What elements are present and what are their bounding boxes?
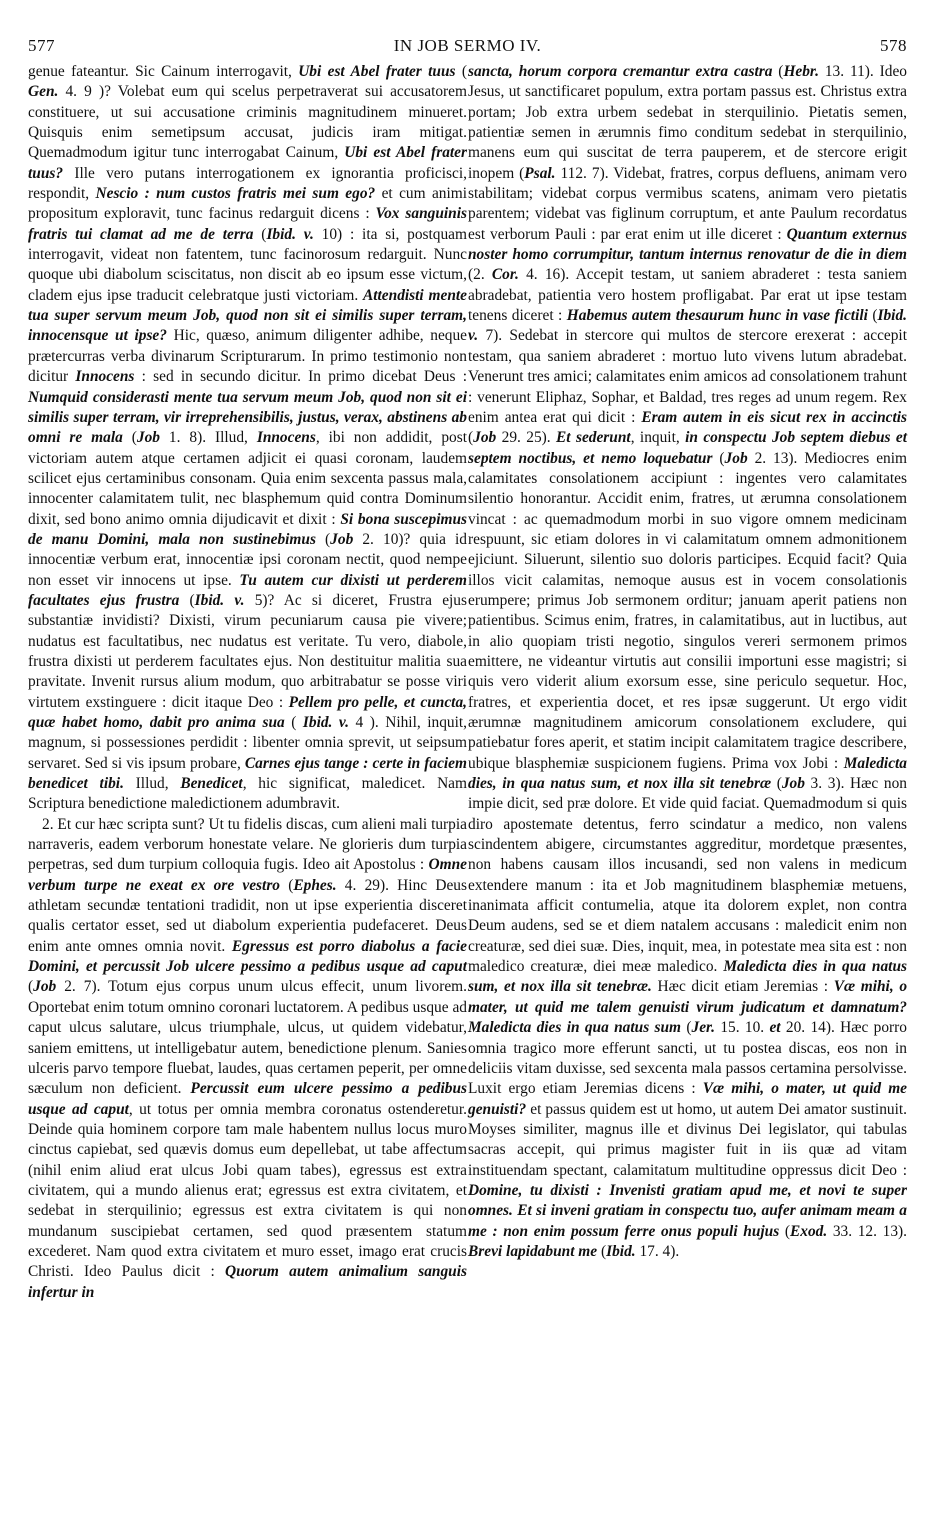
italic-run: et <box>769 1019 781 1037</box>
left-page-number: 577 <box>28 36 55 55</box>
italic-run: Innocens <box>75 368 135 386</box>
italic-run: Ibid. v. <box>194 591 245 609</box>
paragraph <box>28 815 467 1303</box>
text-run: 33. 12. 13). <box>827 1222 907 1240</box>
text-run: ( <box>455 63 467 80</box>
italic-run: Brevi lapidabunt me <box>468 1242 598 1260</box>
italic-run: Ubi est Abel frater tuus? <box>28 144 467 182</box>
text-run: ( <box>253 225 267 243</box>
text-run: 20. 14). Hæc porro omnia tragico more efferunt sancti, ut tu postea discas, eos non in deliciis vitam duxisse, sed sexcenta mala passos certamina persolvisse. Luxit ergo etiam Jeremias dicens : <box>468 1019 907 1098</box>
paragraph <box>468 62 907 1262</box>
text-run: 5)? Ac si diceret, Frustra ejus substantiæ invidisti? Dixisti, virum pecuniarum causa pie vivere; nudatus est facultatibus, nec nudatus est veritate. Tu vero, diabole, frustra dixisti ut perderem facultates ejus. Non destituitur malitia sua pravitate. Invenit rursus alium modum, quo arbitrabatur se posse viri virtutem exstinguere : dicit itaque Deo : <box>28 591 467 711</box>
text-run: 4. 9 )? Volebat eum qui scelus perpetraverat sui accusatorem constituere, ut sui accusatione criminis magnitudinem minueret. Quisquis enim semetipsum accusat, judicis iram mitigat. Quemadmodum igitur tunc interrogabat Cainum, <box>28 83 467 162</box>
italic-run: Et sederunt <box>556 429 631 447</box>
italic-run: Tu autem cur dixisti ut perderem facultates ejus frustra <box>28 571 467 609</box>
italic-run: Ibid. v. <box>266 225 314 243</box>
italic-run: Vox sanguinis fratris tui clamat ad me de terra <box>28 205 467 243</box>
right-page-number: 578 <box>880 36 907 55</box>
italic-run: Attendisti mente tua super servum meum Job, quod non sit ei similis super terram, innocensque ut ipse? <box>28 286 467 345</box>
italic-run: Benedicet <box>180 775 243 793</box>
left-column <box>28 62 467 1303</box>
text-run: ( <box>28 978 34 996</box>
italic-run: Væ mihi, o mater, ut quid me genuisti? <box>468 1080 907 1118</box>
text-run: ( <box>315 530 331 548</box>
italic-run: Job <box>136 429 160 447</box>
text-run: 2. 13). Mediocres enim calamitates consolationem accipiunt : ingentes vero calamitates silentio honorantur. Accidit enim, fratres, ut ærumna consolationem vincat : ac quemadmodum morbi in suo vigore omnem medicinam respuunt, sic etiam dolores in vi calamitatum omnem admonitionem ejiciunt. Siluerunt, silentio suo doloris participes. Ecquid facit? Quia illos vicit calamitas, nemoque ausus est in vocem consolationis erumpere; primus Job sermonem orditur; januam aperit patiens non patientibus. Scimus enim, fratres, in calamitatibus, aut in luctibus, aut in alio quopiam tristi negotio, singulos vereri sermonem primos emittere, ne videantur virtutis aut consilii importuni esse magistri; si quis vero viderit alium exorsum esse, sine periculo sequetur. Hoc, fratres, et experientia docet, et res ipsæ suggerunt. Ut ergo vidit ærumnæ magnitudinem amicorum consolationem excludere, qui patiebatur fores aperit, et statim incipit calamitatem tragice describere, ubique blasphemiæ suspicionem fugiens. Prima vox Jobi : <box>468 449 907 772</box>
italic-run: Psal. <box>524 164 556 182</box>
italic-run: in conspectu Job septem diebus et septem noctibus, et nemo loquebatur <box>468 429 907 467</box>
italic-run: Job <box>781 775 805 793</box>
text-run: 2. Et cur hæc scripta sunt? Ut tu fidelis discas, cum alieni mali turpia narraveris, eadem verborum honestate velare. Ne glorieris dum turpia perpetras, sed dum turpium colloquia fugis. Ideo ait Apostolus : <box>28 815 467 874</box>
running-title: IN JOB SERMO IV. <box>393 36 542 55</box>
text-run: 112. 7). Videbat, fratres, corpus defluens, animam vero stabilitam; videbat corpus vermibus scatens, animam vero pietatis parentem; videbat vas figlinum corruptum, et ante Paulum recordatus est verborum Pauli : par erat enim ut ille diceret : <box>468 164 907 243</box>
italic-run: Cor. <box>491 266 519 284</box>
italic-run: Ibid. <box>606 1242 636 1260</box>
text-run: 2. 7). Totum ejus corpus unum ulcus effecit, unum livorem. Oportebat enim totum omnino coronari luctatorem. A pedibus usque ad caput ulcus salutare, ulcus triumphale, ulcus, ut quidem videbatur, saniem emittens, ut intelligebatur autem, benedictione plenum. Sanies ulceris parvo tempore fluebat, laudes, quas certamen peperit, per omne sæculum non deficient. <box>28 978 467 1098</box>
text-run: Ille vero putans interrogationem ex ignorantia proficisci, respondit, <box>28 164 467 203</box>
italic-run: Jer. <box>691 1019 716 1037</box>
text-run: (2. <box>468 266 492 284</box>
italic-run: Job <box>724 449 748 467</box>
italic-run: Omne verbum turpe ne exeat ex ore vestro <box>28 856 467 894</box>
running-header <box>28 36 907 58</box>
text-run: ( <box>712 449 725 467</box>
text-run: ( <box>468 429 474 447</box>
italic-run: Job <box>33 978 57 996</box>
text-run: 4. 29). Hinc Deus athletam secundæ tentationi tradidit, non ut ipse experientia disceret qualis certator esset, sed ut diabolum experientia pudefaceret. Deus enim ante omnes omnia novit. <box>28 876 467 955</box>
text-run: ( <box>284 714 303 731</box>
italic-run: Ibid. v. <box>468 307 907 345</box>
text-run: 4. 16). Accepit testam, ut saniem abraderet : testa saniem abradebat, patientia vero hostem profligabat. Par erat ut ipse testam tenens diceret : <box>468 266 907 325</box>
text-run: et passus quidem est ut homo, ut autem Dei amator sustinuit. Moyses similiter, magnus ille et divinus Dei legislator, qui tabulas sacras accepit, qui primus magister fuit in iis quæ ad vitam instituendam spectant, calamitatum multitudine oppressus dicit Deo : <box>468 1100 907 1179</box>
text-run: ( <box>771 775 782 793</box>
text-run: Hæc dicit etiam Jeremias : <box>651 978 834 996</box>
italic-run: Carnes ejus tange : certe in faciem benedicet tibi. <box>28 754 467 793</box>
italic-run: Habemus autem thesaurum hunc in vase fictili <box>566 307 868 325</box>
text-run: ( <box>867 307 878 325</box>
text-run: 4 ). Nihil, inquit, magnum, si possessiones perdidit : libenter omnia sprevit, ut seipsum servaret. Sed si vis ipsum probare, <box>28 714 467 772</box>
italic-run: Si bona suscepimus de manu Domini, mala non sustinebimus <box>28 510 468 548</box>
text-run: Illud, <box>123 775 181 793</box>
italic-run: Egressus est porro diabolus a facie Domini, et percussit Job ulcere pessimo a pedibus usque ad caput <box>28 937 467 976</box>
text-run: Hic, quæso, animum diligenter adhibe, neque prætercurras verba divinarum Scripturarum. In primo testimonio non dicitur <box>28 327 468 386</box>
text-run: , ibi non addidit, post victoriam autem atque certamen adjicit ei quasi coronam, laudem scilicet ejus certaminibus consonam. Quia enim sexcenta passus mala, innocenter calamitatem tulit, nec blasphemum quid contra Dominum dixit, sed bono animo omnia dijudicavit et dixit : <box>28 429 467 528</box>
italic-run: Percussit eum ulcere pessimo a pedibus usque ad caput <box>28 1080 467 1118</box>
text-run: 13. 11). Ideo Jesus, ut sanctificaret populum, extra portam passus est. Christus extra portam; Job extra urbem sedebat in sterquilinio. Pietatis semen, patientiæ semen in ærumnis fimo conditum sedebat in sterquilinio, manens eum qui suscitat de terra pauperem, et de stercore erigit inopem ( <box>468 63 907 182</box>
text-run: 3. 3). Hæc non impie dicit, sed præ dolore. Et vide quid faciat. Quemadmodum si quis diro apostemate detentus, ferro scindatur a medico, non valens scindentem abigere, circumstantes aggreditur, mordetque præsentes, non habens causam illos incusandi, sed non valens in medicum extendere manum : ita et Job magnitudinem blasphemiæ metuens, inanimata afficit contumelia, atque ita dolorem explet, non contra Deum audens, sed se et diem natalem accusans : maledicit enim non creaturæ, sed diei suæ. Dies, inquit, mea, in potestate mea sita est : non maledico creaturæ, diei meæ maledico. <box>468 775 907 976</box>
text-run: ( <box>280 876 294 894</box>
text-run: 17. 4). <box>635 1242 680 1260</box>
right-column <box>468 62 907 1262</box>
italic-run: Væ mihi, o mater, ut quid me talem genuisti virum judicatum et damnatum? Maledicta dies in qua natus sum <box>468 978 908 1037</box>
italic-run: Domine, tu dixisti : Invenisti gratiam apud me, et novi te super omnes. Et si inveni gratiam in conspectu tuo, aufer animam meam a me : non enim possum ferre onus populi hujus <box>468 1181 907 1240</box>
italic-run: Job <box>330 530 354 548</box>
text-run: genue fateantur. Sic Cainum interrogavit, <box>28 63 299 80</box>
italic-run: Pellem pro pelle, et cuncta, quæ habet homo, dabit pro anima sua <box>28 693 467 731</box>
italic-run: Ibid. v. <box>302 714 350 731</box>
italic-run: Quantum externus noster homo corrumpitur, tantum internus renovatur de die in diem <box>468 225 907 264</box>
text-run: 15. 10. <box>715 1019 770 1037</box>
italic-run: Maledicta dies in qua natus sum, et nox illa sit tenebræ. <box>468 958 907 996</box>
italic-run: Numquid considerasti mente tua servum meum Job, quod non sit ei similis super terram, vir irreprehensibilis, justus, verax, abstinens ab omni re mala <box>28 388 467 447</box>
text-run: , hic significat, maledicet. Nam Scriptura benedictione maledictionem adumbravit. <box>28 775 467 813</box>
italic-run: Ubi est Abel frater tuus <box>298 63 456 80</box>
text-run: 10) : ita si, postquam interrogavit, videat non fatentem, tunc facinorosum redarguit. Nunc quoque ubi diabolum sciscitatus, non discit ab eo ipsum esse victum, cladem ejus ipse traducit celebratque justi victoriam. <box>28 225 467 304</box>
italic-run: Hebr. <box>783 63 819 80</box>
italic-run: Quorum autem animalium sanguis infertur in <box>28 1263 468 1301</box>
italic-run: Nescio : num custos fratris mei sum ego? <box>95 185 376 203</box>
italic-run: Innocens <box>256 429 316 447</box>
italic-run: sancta, horum corpora cremantur extra castra <box>468 63 773 80</box>
text-run: ( <box>772 63 784 80</box>
text-run: ( <box>681 1019 692 1037</box>
text-run: 7). Sedebat in stercore qui multos de stercore erexerat : accepit testam, qua saniem abraderet : mortuo luto vivens lutum abradebat. Venerunt tres amici; calamitates enim amicos ad consolationem trahunt : venerunt Eliphaz, Sophar, et Baldad, tres reges ad unum regem. Rex enim antea erat qui dicit : <box>468 327 907 426</box>
italic-run: Ephes. <box>293 876 337 894</box>
paragraph <box>28 62 467 815</box>
text-run: 1. 8). Illud, <box>159 429 257 447</box>
text-run: : sed in secundo dicitur. In primo dicebat Deus : <box>134 368 467 386</box>
text-run: 29. 25). <box>496 429 557 447</box>
text-run: ( <box>779 1222 790 1240</box>
italic-run: Exod. <box>789 1222 828 1240</box>
text-run: ( <box>122 429 137 447</box>
italic-run: Maledicta dies, in qua natus sum, et nox illa sit tenebræ <box>468 754 907 793</box>
text-run: et cum animi propositum exploravit, tunc facinus redarguit dicens : <box>28 185 467 223</box>
italic-run: Gen. <box>28 83 59 101</box>
text-run: ( <box>597 1242 607 1260</box>
text-run: ( <box>179 591 195 609</box>
italic-run: Eram autem in eis sicut rex in accinctis <box>641 408 907 426</box>
text-run: , ut totus per omnia membra coronatus ostenderetur. Deinde quia hominem corpore tam male habentem nullus locus muro cinctus capiebat, sed quævis domus eum depellebat, ut tabe affectum (nihil enim aliud erat ulcus Jobi quam tabes), egressus est extra civitatem, qui a mundo alienus erat; egressus est extra civitatem, et sedebat in sterquilinio; egressus est extra civitatem is qui non mundanum suscipiebat certamen, sed quod præsentem statum excederet. Nam quod extra civitatem et muro esset, imago erat crucis Christi. Ideo Paulus dicit : <box>28 1100 468 1281</box>
text-run: 2. 10)? quia id innocentiæ verbum erat, innocentiæ ipsi coronam nectit, quod nempe non esset vir innocens ut ipse. <box>28 530 467 589</box>
text-run: , inquit, <box>630 429 686 447</box>
italic-run: Job <box>473 429 497 447</box>
